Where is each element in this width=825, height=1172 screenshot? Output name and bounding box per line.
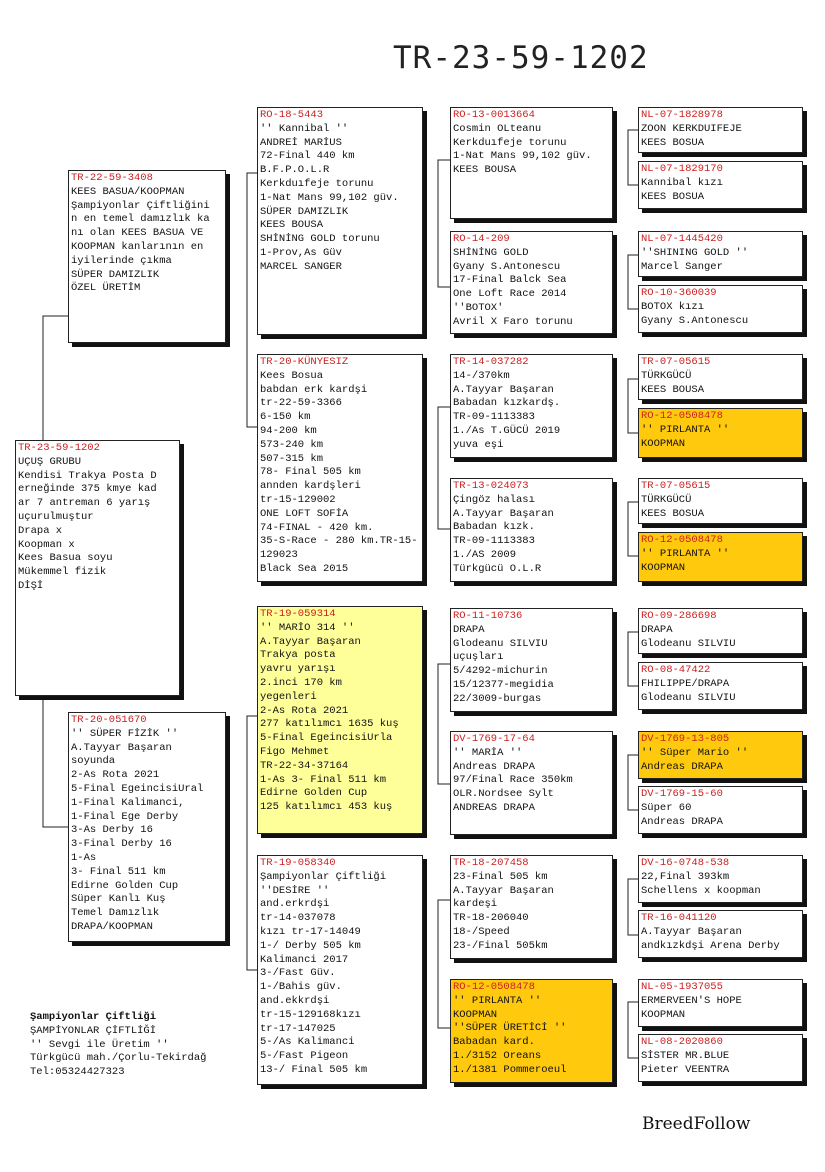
- pigeon-info-line: Babadan kızkardş.: [453, 397, 561, 410]
- pigeon-info-line: '' SÜPER FİZİK '': [71, 727, 179, 740]
- pigeon-info-line: Kerkduıfeje torunu: [260, 177, 374, 190]
- pigeon-info-line: yegenleri: [260, 690, 317, 703]
- pigeon-info-line: annden kardşleri: [260, 480, 361, 493]
- ring-number: NL-07-1445420: [641, 233, 723, 245]
- owner-info: [30, 1011, 206, 1080]
- pigeon-info-line: soyunda: [71, 755, 116, 768]
- pigeon-info-line: '' PIRLANTA '': [453, 994, 542, 1007]
- pigeon-info-line: Temel Damızlık: [71, 907, 160, 920]
- pigeon-info-line: tr-22-59-3366: [260, 397, 342, 410]
- pigeon-info-line: A.Tayyar Başaran: [453, 507, 554, 520]
- pedigree-card-dddd[interactable]: [638, 1034, 803, 1082]
- pigeon-info-line: yavru yarışı: [260, 663, 336, 676]
- pigeon-info-line: DRAPA: [453, 623, 485, 636]
- pigeon-info-line: Süper Kanlı Kuş: [71, 893, 166, 906]
- pigeon-info-line: '' PIRLANTA '': [641, 423, 730, 436]
- pigeon-info-line: 35-S-Race - 280 km.TR-15-129023: [260, 535, 418, 562]
- ring-number: NL-08-2020860: [641, 1036, 723, 1048]
- pigeon-info-line: ''SÜPER ÜRETİCİ '': [453, 1022, 567, 1035]
- pigeon-info-line: KOOPMAN: [453, 1008, 498, 1021]
- pigeon-info-line: '' Süper Mario '': [641, 746, 749, 759]
- pigeon-info-line: One Loft Race 2014: [453, 288, 567, 301]
- pigeon-info-line: 5-/As Kalimanci: [260, 1036, 355, 1049]
- pigeon-info-line: Süper 60: [641, 801, 692, 814]
- ring-number: RO-14-209: [453, 233, 510, 245]
- pigeon-info-line: 125 katılımcı 453 kuş: [260, 801, 393, 814]
- pigeon-info-line: Babadan kard.: [453, 1036, 535, 1049]
- owner-phone[interactable]: Tel:05324427323: [30, 1066, 125, 1079]
- pigeon-info-line: 1./1381 Pommeroeul: [453, 1063, 567, 1076]
- pedigree-card-dsdd[interactable]: [638, 786, 803, 834]
- pedigree-card-sss[interactable]: [450, 107, 613, 219]
- pedigree-card-ddd[interactable]: [450, 979, 613, 1083]
- pigeon-info-line: Şampiyonlar Çiftliğini: [71, 199, 210, 212]
- ring-number: NL-05-1937055: [641, 981, 723, 993]
- pigeon-info-line: TÜRKGÜCÜ: [641, 493, 692, 506]
- ring-number: DV-1769-17-64: [453, 733, 535, 745]
- ring-number: TR-19-059314: [260, 608, 336, 620]
- pigeon-info-line: 97/Final Race 350km: [453, 774, 573, 787]
- pedigree-title: TR-23-59-1202: [393, 40, 649, 76]
- pigeon-info-line: 277 katılımcı 1635 kuş: [260, 718, 399, 731]
- pigeon-info-line: Figo Mehmet: [260, 745, 330, 758]
- pigeon-info-line: 1./3152 Oreans: [453, 1049, 542, 1062]
- pigeon-info-line: TR-22-34-37164: [260, 759, 349, 772]
- pigeon-info-line: KOOPMAN: [641, 1008, 686, 1021]
- ring-number: TR-14-037282: [453, 356, 529, 368]
- pigeon-info-line: Türkgücü O.L.R: [453, 562, 542, 575]
- pigeon-info-line: KEES BOSUA: [641, 190, 705, 203]
- ring-number: RO-13-0013664: [453, 109, 535, 121]
- pigeon-info-line: DRAPA/KOOPMAN: [71, 920, 153, 933]
- ring-number: TR-16-041120: [641, 912, 717, 924]
- pedigree-card-sdsd[interactable]: [638, 408, 803, 458]
- pigeon-info-line: KEES BOSUA: [641, 136, 705, 149]
- pigeon-info-line: KEES BASUA/KOOPMAN: [71, 185, 185, 198]
- pigeon-info-line: 1-Final Kalimanci,: [71, 796, 185, 809]
- pedigree-card-dsd[interactable]: [450, 731, 613, 835]
- pigeon-info-line: Edirne Golden Cup: [260, 787, 368, 800]
- pigeon-info-line: 3-As Derby 16: [71, 824, 153, 837]
- pigeon-info-line: TÜRKGÜCÜ: [641, 369, 692, 382]
- ring-number: RO-18-5443: [260, 109, 324, 121]
- pigeon-info-line: A.Tayyar Başaran: [71, 741, 172, 754]
- pigeon-info-line: kardeşi: [453, 898, 498, 911]
- pigeon-info-line: 573-240 km: [260, 438, 324, 451]
- owner-slogan: '' Sevgi ile Üretim '': [30, 1038, 169, 1051]
- ring-number: DV-1769-15-60: [641, 788, 723, 800]
- pigeon-info-line: Avril X Faro torunu: [453, 315, 573, 328]
- pigeon-info-line: 1-Prov,As Güv: [260, 246, 342, 259]
- pigeon-info-line: ONE LOFT SOFİA: [260, 507, 349, 520]
- pigeon-info-line: A.Tayyar Başaran: [641, 925, 742, 938]
- pigeon-info-line: 1./As T.GÜCÜ 2019: [453, 424, 561, 437]
- pigeon-info-line: tr-15-129168kızı: [260, 1008, 361, 1021]
- pigeon-info-line: MARCEL SANGER: [260, 260, 342, 273]
- pigeon-info-line: ''SHINING GOLD '': [641, 246, 749, 259]
- pigeon-info-line: Glodeanu SILVIU: [641, 637, 736, 650]
- pedigree-card-ddsd[interactable]: [638, 910, 803, 958]
- pigeon-info-line: 1-As 3- Final 511 km: [260, 773, 387, 786]
- ring-number: DV-16-0748-538: [641, 857, 730, 869]
- pedigree-card-sdds[interactable]: [638, 478, 803, 524]
- pigeon-info-line: 5/4292-michurin: [453, 665, 548, 678]
- pigeon-info-line: SİSTER MR.BLUE: [641, 1049, 730, 1062]
- ring-number: RO-11-10736: [453, 610, 523, 622]
- pigeon-info-line: ANDREİ MARİUS: [260, 136, 342, 149]
- ring-number: TR-13-024073: [453, 480, 529, 492]
- pigeon-info-line: Çingöz halası: [453, 493, 535, 506]
- pigeon-info-line: ERMERVEEN'S HOPE: [641, 994, 742, 1007]
- pigeon-info-line: tr-15-129002: [260, 493, 336, 506]
- pigeon-info-line: erneğinde 375 kmye kad: [18, 483, 157, 496]
- pigeon-info-line: Andreas DRAPA: [641, 760, 723, 773]
- ring-number: TR-22-59-3408: [71, 172, 153, 184]
- pigeon-info-line: 1-Nat Mans 99,102 güv.: [260, 191, 399, 204]
- ring-number: NL-07-1828978: [641, 109, 723, 121]
- pigeon-info-line: '' PIRLANTA '': [641, 547, 730, 560]
- pigeon-info-line: 3- Final 511 km: [71, 865, 166, 878]
- ring-number: TR-07-05615: [641, 356, 711, 368]
- pigeon-info-line: TR-18-206040: [453, 912, 529, 925]
- pigeon-info-line: tr-14-037078: [260, 912, 336, 925]
- pigeon-info-line: 1-Nat Mans 99,102 güv.: [453, 150, 592, 163]
- pigeon-info-line: 5-Final EgeincisiUral: [71, 782, 204, 795]
- pigeon-info-line: TR-09-1113383: [453, 535, 535, 548]
- pigeon-info-line: ''BOTOX': [453, 301, 504, 314]
- pigeon-info-line: uçuşları: [453, 651, 504, 664]
- pigeon-info-line: Kannibal kızı: [641, 176, 723, 189]
- pedigree-card-dssd[interactable]: [638, 662, 803, 710]
- owner-address: Türkgücü mah./Çorlu-Tekirdağ: [30, 1052, 207, 1065]
- pigeon-info-line: KEES BOSUA: [641, 507, 705, 520]
- pigeon-info-line: Marcel Sanger: [641, 260, 723, 273]
- pigeon-info-line: 1./AS 2009: [453, 548, 517, 561]
- pigeon-info-line: DİŞİ: [18, 579, 44, 592]
- ring-number: TR-19-058340: [260, 857, 336, 869]
- pigeon-info-line: KEES BOUSA: [260, 219, 324, 232]
- pedigree-card-sire[interactable]: [68, 170, 226, 343]
- owner-name: Şampiyonlar Çiftliği: [30, 1011, 157, 1023]
- pigeon-info-line: 74-FINAL - 420 km.: [260, 521, 374, 534]
- pigeon-info-line: uçurulmuştur: [18, 510, 94, 523]
- pigeon-info-line: babdan erk kardşi: [260, 383, 368, 396]
- pigeon-info-line: nı olan KEES BASUA VE: [71, 227, 204, 240]
- pigeon-info-line: 14-/370km: [453, 369, 510, 382]
- pigeon-info-line: A.Tayyar Başaran: [453, 383, 554, 396]
- ring-number: RO-12-0508478: [641, 410, 723, 422]
- pigeon-info-line: KOOPMAN kanlarının en: [71, 240, 204, 253]
- pigeon-info-line: 1-As: [71, 851, 97, 864]
- pigeon-info-line: ''DESİRE '': [260, 884, 330, 897]
- pigeon-info-line: Babadan kızk.: [453, 521, 535, 534]
- pedigree-card-dss[interactable]: [450, 608, 613, 712]
- pigeon-info-line: UÇUŞ GRUBU: [18, 455, 82, 468]
- pigeon-info-line: 15/12377-megidia: [453, 678, 554, 691]
- pigeon-info-line: 23-/Final 505km: [453, 939, 548, 952]
- ring-number: NL-07-1829170: [641, 163, 723, 175]
- pigeon-info-line: SHİNİNG GOLD torunu: [260, 233, 380, 246]
- ring-number: RO-08-47422: [641, 664, 711, 676]
- pigeon-info-line: KEES BOUSA: [453, 164, 517, 177]
- ring-number: DV-1769-13-805: [641, 733, 730, 745]
- owner-name-caps: ŞAMPİYONLAR ÇİFTLİĞİ: [30, 1024, 157, 1037]
- pedigree-card-ssds[interactable]: [638, 231, 803, 277]
- pigeon-info-line: Pieter VEENTRA: [641, 1063, 730, 1076]
- ring-number: RO-10-360039: [641, 287, 717, 299]
- pigeon-info-line: 22,Final 393km: [641, 870, 730, 883]
- pigeon-info-line: BOTOX kızı: [641, 300, 705, 313]
- ring-number: RO-09-286698: [641, 610, 717, 622]
- pigeon-info-line: Glodeanu SILVIU: [453, 637, 548, 650]
- pigeon-info-line: Şampiyonlar Çiftliği: [260, 870, 387, 883]
- pedigree-card-ssss[interactable]: [638, 107, 803, 153]
- pigeon-info-line: Gyany S.Antonescu: [641, 314, 749, 327]
- pigeon-info-line: 2-As Rota 2021: [260, 704, 349, 717]
- pigeon-info-line: ZOON KERKDUIFEJE: [641, 122, 742, 135]
- pedigree-card-ddss[interactable]: [638, 855, 803, 903]
- pedigree-card-sdd[interactable]: [450, 478, 613, 582]
- pigeon-info-line: 1-/ Derby 505 km: [260, 939, 361, 952]
- pigeon-info-line: Kerkduıfeje torunu: [453, 136, 567, 149]
- pigeon-info-line: andkızkdşi Arena Derby: [641, 939, 780, 952]
- pigeon-info-line: Mükemmel fizik: [18, 566, 107, 579]
- pigeon-info-line: Black Sea 2015: [260, 562, 349, 575]
- pedigree-card-sire-dam[interactable]: [257, 354, 423, 582]
- pigeon-info-line: Edirne Golden Cup: [71, 879, 179, 892]
- pedigree-card-dam[interactable]: [68, 712, 226, 942]
- brand-watermark[interactable]: BreedFollow: [642, 1114, 751, 1134]
- pedigree-card-subject[interactable]: [15, 440, 180, 696]
- pigeon-info-line: OLR.Nordsee Sylt: [453, 788, 554, 801]
- pigeon-info-line: 2-As Rota 2021: [71, 769, 160, 782]
- pigeon-info-line: Koopman x: [18, 538, 75, 551]
- pedigree-card-sssd[interactable]: [638, 161, 803, 209]
- pigeon-info-line: 1-Final Ege Derby: [71, 810, 179, 823]
- pigeon-info-line: A.Tayyar Başaran: [453, 884, 554, 897]
- pedigree-card-ddds[interactable]: [638, 979, 803, 1027]
- pigeon-info-line: '' MARİO 314 '': [260, 621, 355, 634]
- pigeon-info-line: Kendisi Trakya Posta D: [18, 469, 157, 482]
- pigeon-info-line: KOOPMAN: [641, 437, 686, 450]
- pigeon-info-line: Andreas DRAPA: [641, 815, 723, 828]
- pigeon-info-line: 1-/Bahis güv.: [260, 981, 342, 994]
- pigeon-info-line: ANDREAS DRAPA: [453, 801, 535, 814]
- pigeon-info-line: and.erkrdşi: [260, 898, 330, 911]
- pedigree-card-dsds[interactable]: [638, 731, 803, 779]
- pigeon-info-line: 507-315 km: [260, 452, 324, 465]
- pigeon-info-line: Andreas DRAPA: [453, 760, 535, 773]
- pigeon-info-line: 17-Final Balck Sea: [453, 274, 567, 287]
- pigeon-info-line: 13-/ Final 505 km: [260, 1063, 368, 1076]
- pigeon-info-line: kızı tr-17-14049: [260, 925, 361, 938]
- pedigree-card-sdss[interactable]: [638, 354, 803, 400]
- pigeon-info-line: 23-Final 505 km: [453, 870, 548, 883]
- pigeon-info-line: 5-Final EgeincisiUrla: [260, 732, 393, 745]
- pigeon-info-line: 18-/Speed: [453, 925, 510, 938]
- ring-number: TR-07-05615: [641, 480, 711, 492]
- pigeon-info-line: FHILIPPE/DRAPA: [641, 677, 730, 690]
- pigeon-info-line: 22/3009-burgas: [453, 692, 542, 705]
- pigeon-info-line: n en temel damızlık ka: [71, 213, 210, 226]
- pigeon-info-line: TR-09-1113383: [453, 411, 535, 424]
- pigeon-info-line: 5-/Fast Pigeon: [260, 1050, 349, 1063]
- pigeon-info-line: Kees Basua soyu: [18, 552, 113, 565]
- pigeon-info-line: DRAPA: [641, 623, 673, 636]
- pigeon-info-line: 2.inci 170 km: [260, 676, 342, 689]
- pigeon-info-line: yuva eşi: [453, 438, 504, 451]
- ring-number: TR-20-KÜNYESIZ: [260, 356, 349, 368]
- pigeon-info-line: Gyany S.Antonescu: [453, 260, 561, 273]
- pigeon-info-line: Schellens x koopman: [641, 884, 761, 897]
- pigeon-info-line: SÜPER DAMIZLIK: [260, 205, 349, 218]
- pigeon-info-line: 72-Final 440 km: [260, 150, 355, 163]
- pedigree-card-ssdd[interactable]: [638, 285, 803, 333]
- pedigree-card-dam-sire[interactable]: [257, 606, 423, 834]
- pigeon-info-line: KOOPMAN: [641, 561, 686, 574]
- pigeon-info-line: SÜPER DAMIZLIK: [71, 268, 160, 281]
- pedigree-card-ssd[interactable]: [450, 231, 613, 334]
- pedigree-card-sddd[interactable]: [638, 532, 803, 582]
- pedigree-card-dsss[interactable]: [638, 608, 803, 654]
- pigeon-info-line: Glodeanu SILVIU: [641, 691, 736, 704]
- ring-number: TR-18-207458: [453, 857, 529, 869]
- pigeon-info-line: tr-17-147025: [260, 1022, 336, 1035]
- pedigree-card-dam-dam[interactable]: [257, 855, 423, 1085]
- ring-number: TR-23-59-1202: [18, 442, 100, 454]
- pigeon-info-line: 94-200 km: [260, 424, 317, 437]
- pigeon-info-line: Drapa x: [18, 524, 63, 537]
- ring-number: RO-12-0508478: [641, 534, 723, 546]
- pigeon-info-line: SHİNİNG GOLD: [453, 246, 529, 259]
- pedigree-card-sire-sire[interactable]: [257, 107, 423, 335]
- pigeon-info-line: A.Tayyar Başaran: [260, 635, 361, 648]
- pigeon-info-line: '' MARİA '': [453, 746, 523, 759]
- pigeon-info-line: Kalimanci 2017: [260, 953, 349, 966]
- pigeon-info-line: Kees Bosua: [260, 369, 324, 382]
- pigeon-info-line: iyilerinde çıkma: [71, 254, 172, 267]
- pigeon-info-line: and.ekkrdşi: [260, 994, 330, 1007]
- pigeon-info-line: B.F.P.O.L.R: [260, 164, 330, 177]
- ring-number: RO-12-0508478: [453, 981, 535, 993]
- pigeon-info-line: Trakya posta: [260, 649, 336, 662]
- pedigree-card-sds[interactable]: [450, 354, 613, 458]
- ring-number: TR-20-051670: [71, 714, 147, 726]
- pigeon-info-line: '' Kannibal '': [260, 122, 349, 135]
- pigeon-info-line: 6-150 km: [260, 411, 311, 424]
- pigeon-info-line: 3-Final Derby 16: [71, 838, 172, 851]
- pedigree-card-dds[interactable]: [450, 855, 613, 959]
- pigeon-info-line: Cosmin OLteanu: [453, 122, 542, 135]
- pigeon-info-line: 78- Final 505 km: [260, 466, 361, 479]
- pigeon-info-line: KEES BOUSA: [641, 383, 705, 396]
- pigeon-info-line: 3-/Fast Güv.: [260, 967, 336, 980]
- pigeon-info-line: ÖZEL ÜRETİM: [71, 282, 141, 295]
- pigeon-info-line: ar 7 antreman 6 yarış: [18, 497, 151, 510]
